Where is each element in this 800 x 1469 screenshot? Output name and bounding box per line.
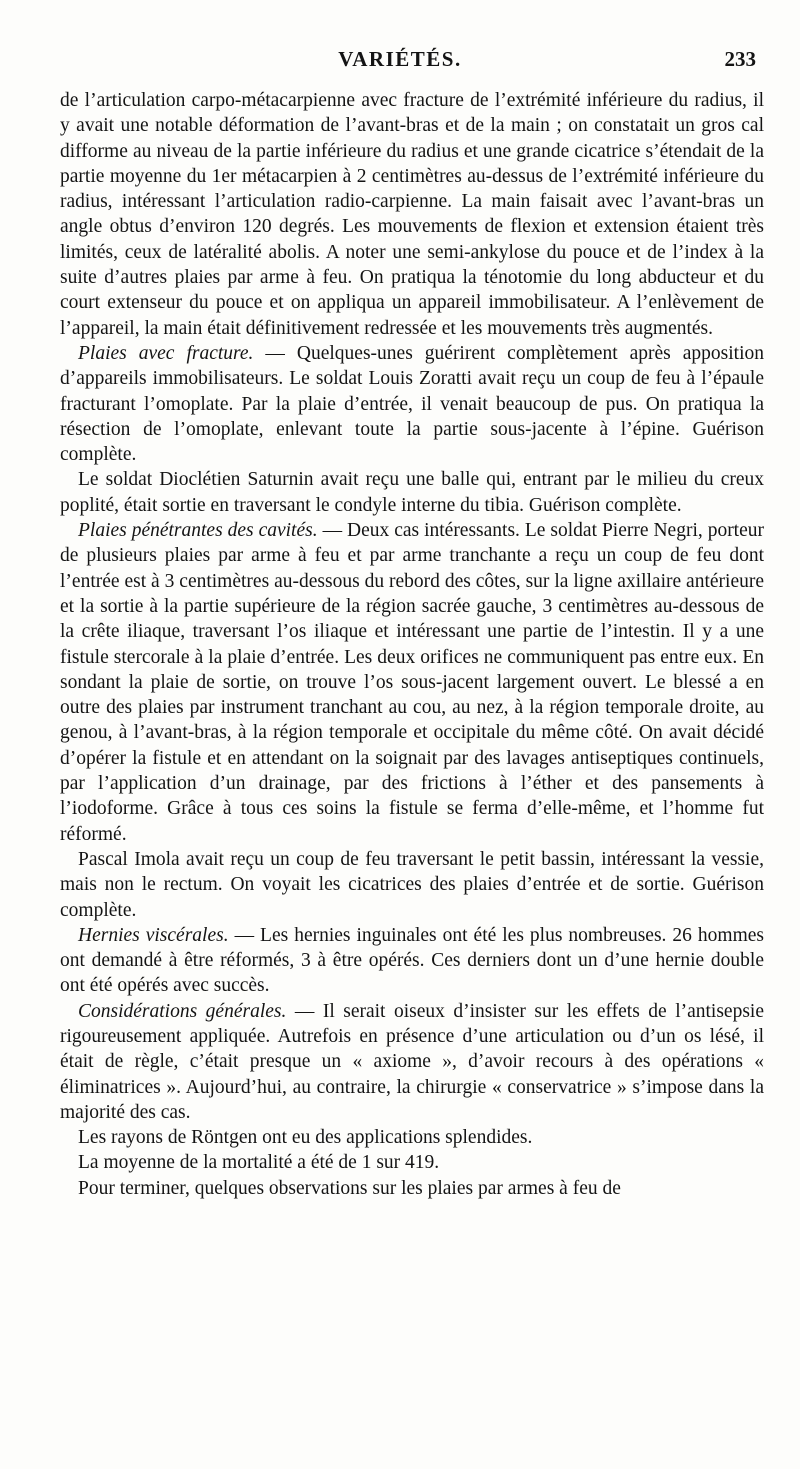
paragraph-5	[60, 847, 764, 923]
paragraph-9	[60, 1150, 764, 1175]
section-heading: Plaies pénétrantes des cavités.	[78, 520, 318, 542]
section-heading: Plaies avec fracture.	[78, 342, 254, 364]
paragraph-text: Pour terminer, quelques observations sur les plaies par armes à feu de	[78, 1177, 621, 1199]
paragraph-text: La moyenne de la mortalité a été de 1 sur 419.	[78, 1152, 440, 1174]
paragraph-text: de l’articulation carpo-métacarpienne avec fracture de l’extrémité inférieure du radius, il y avait une notable déformation de l’avant-bras et de la main ; on constatait un gros cal difforme au niveau de la partie inférieure du radius et une grande cicatrice s’étendait de la partie moyenne du 1er métacarpien à 2 centimètres au-dessus de l’extrémité inférieure du radius, intéressant l’articulation radio-carpienne. La main faisait avec l’avant-bras un angle obtus d’environ 120 degrés. Les mouvements de flexion et extension étaient très limités, ceux de latéralité abolis. A noter une semi-ankylose du pouce et de l’index à la suite d’autres plaies par arme à feu. On pratiqua la ténotomie du long abducteur et du court extenseur du pouce et on appliqua un appareil immobilisateur. A l’enlèvement de l’appareil, la main était définitivement redressée et les mouvements très augmentés.	[60, 90, 764, 339]
paragraph-6	[60, 923, 764, 999]
section-heading: Hernies viscérales.	[78, 924, 229, 946]
body-text	[60, 88, 764, 1201]
paragraph-text: Les rayons de Röntgen ont eu des applications splendides.	[78, 1127, 533, 1149]
paragraph-text: — Deux cas intéressants. Le soldat Pierre Negri, porteur de plusieurs plaies par arme à feu et par arme tranchante a reçu un coup de feu dont l’entrée est à 3 centimètres au-dessous du rebord des côtes, sur la ligne axillaire antérieure et la sortie à la partie supérieure de la région sacrée gauche, 3 centimètres au-dessous de la crête iliaque, traversant l’os iliaque et intéressant une partie de l’intestin. Il y a une fistule stercorale à la plaie d’entrée. Les deux orifices ne communiquent pas entre eux. En sondant la plaie de sortie, on trouve l’os sous-jacent largement ouvert. Le blessé a en outre des plaies par instrument tranchant au cou, au nez, à la région temporale droite, au genou, à l’avant-bras, à la région temporale et occipitale du même côté. On avait décidé d’opérer la fistule et en attendant on la soignait par des lavages antiseptiques continuels, par l’application d’un drainage, par des frictions à l’éther et des pansements à l’iodoforme. Grâce à tous ces soins la fistule se ferma d’elle-même, et l’homme fut réformé.	[60, 520, 765, 845]
paragraph-3	[60, 467, 764, 518]
paragraph-7	[60, 999, 764, 1125]
paragraph-1	[60, 88, 764, 341]
page-number: 233	[724, 47, 756, 71]
paragraph-text: Le soldat Dioclétien Saturnin avait reçu une balle qui, entrant par le milieu du creux poplité, était sortie en traversant le condyle interne du tibia. Guérison complète.	[60, 469, 764, 516]
paragraph-text: — Il serait oiseux d’insister sur les effets de l’antisepsie rigoureusement appliquée. Autrefois en présence d’une articulation ou d’un os lésé, il était de règle, c’était presque un « axiome », d’avoir recours à des opérations « éliminatrices ». Aujourd’hui, au contraire, la chirurgie « conservatrice » s’impose dans la majorité des cas.	[60, 1000, 764, 1123]
page-header	[0, 47, 800, 83]
running-title: VARIÉTÉS.	[338, 47, 462, 71]
paragraph-text: Pascal Imola avait reçu un coup de feu traversant le petit bassin, intéressant la vessie, mais non le rectum. On voyait les cicatrices des plaies d’entrée et de sortie. Guérison complète.	[60, 848, 764, 921]
section-heading: Considérations générales.	[78, 1000, 287, 1022]
paragraph-8	[60, 1125, 764, 1150]
paragraph-4	[60, 518, 764, 847]
paragraph-2	[60, 341, 764, 467]
paragraph-text: — Les hernies inguinales ont été les plus nombreuses. 26 hommes ont demandé à être réformés, 3 à être opérés. Ces derniers dont un d’une hernie double ont été opérés avec succès.	[60, 924, 764, 997]
paragraph-10	[60, 1176, 764, 1201]
paragraph-text: — Quelques-unes guérirent complètement après apposition d’appareils immobilisateurs. Le soldat Louis Zoratti avait reçu un coup de feu à l’épaule fracturant l’omoplate. Par la plaie d’entrée, il venait beaucoup de pus. On pratiqua la résection de l’omoplate, enlevant toute la partie sous-jacente à l’épine. Guérison complète.	[60, 342, 764, 466]
